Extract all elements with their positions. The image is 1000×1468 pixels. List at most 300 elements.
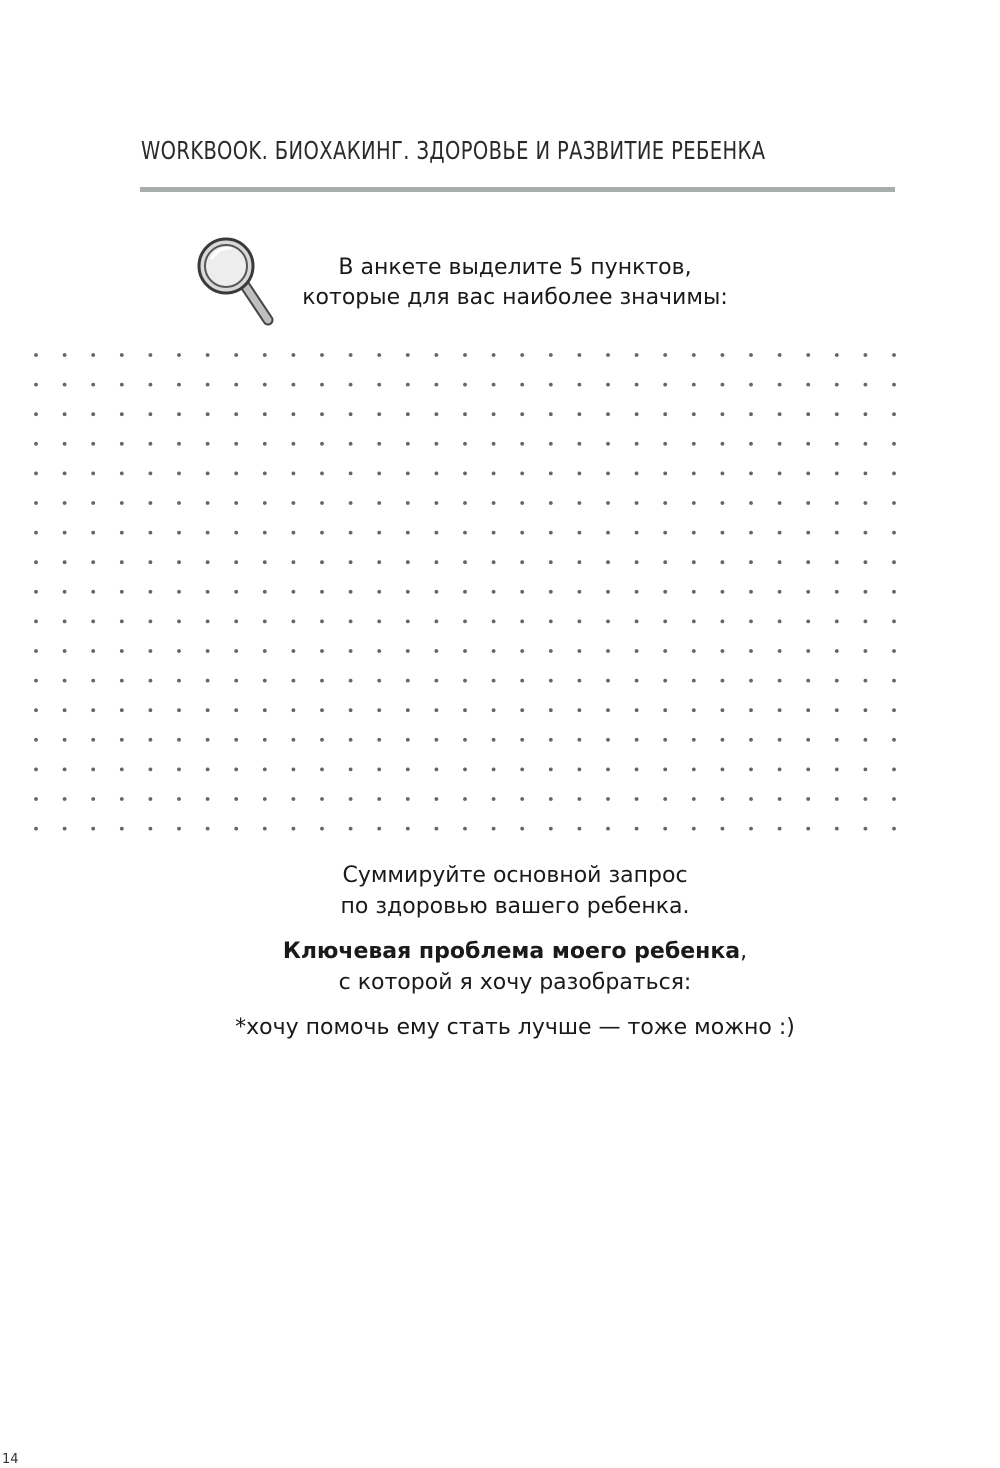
grid-dot <box>349 827 353 831</box>
grid-dot <box>91 590 95 594</box>
grid-dot <box>63 353 67 357</box>
summary-line-1: Суммируйте основной запрос <box>342 863 688 888</box>
key-problem-bold: Ключевая проблема моего ребенка <box>282 939 741 964</box>
grid-dot <box>835 649 839 653</box>
page-number: 14 <box>2 1452 19 1467</box>
grid-dot <box>63 797 67 801</box>
grid-dot <box>864 590 868 594</box>
grid-dot <box>463 827 467 831</box>
grid-dot <box>578 353 582 357</box>
grid-dot <box>549 708 553 712</box>
grid-dot <box>63 620 67 624</box>
grid-dot <box>806 738 810 742</box>
grid-dot <box>549 560 553 564</box>
grid-dot <box>435 353 439 357</box>
grid-dot <box>263 649 267 653</box>
grid-dot <box>234 353 238 357</box>
grid-dot <box>120 738 124 742</box>
grid-dot <box>435 383 439 387</box>
grid-dot <box>492 442 496 446</box>
grid-dot <box>406 412 410 416</box>
grid-dot <box>635 827 639 831</box>
grid-dot <box>692 412 696 416</box>
grid-dot <box>549 679 553 683</box>
grid-dot <box>34 412 38 416</box>
grid-dot <box>34 472 38 476</box>
grid-dot <box>91 708 95 712</box>
grid-dot <box>234 797 238 801</box>
grid-dot <box>177 797 181 801</box>
grid-dot <box>606 797 610 801</box>
grid-dot <box>463 768 467 772</box>
grid-dot <box>292 383 296 387</box>
grid-dot <box>206 797 210 801</box>
grid-dot <box>149 353 153 357</box>
grid-dot <box>263 738 267 742</box>
grid-dot <box>663 679 667 683</box>
grid-dot <box>34 560 38 564</box>
grid-dot <box>320 442 324 446</box>
grid-dot <box>406 797 410 801</box>
grid-dot <box>749 590 753 594</box>
grid-dot <box>578 412 582 416</box>
grid-dot <box>149 501 153 505</box>
grid-dot <box>492 560 496 564</box>
grid-dot <box>549 738 553 742</box>
grid-dot <box>349 590 353 594</box>
grid-dot <box>120 412 124 416</box>
grid-dot <box>635 353 639 357</box>
grid-dot <box>406 560 410 564</box>
grid-dot <box>120 383 124 387</box>
grid-dot <box>406 501 410 505</box>
grid-dot <box>292 442 296 446</box>
grid-dot <box>91 797 95 801</box>
grid-dot <box>749 768 753 772</box>
grid-dot <box>349 560 353 564</box>
grid-dot <box>606 442 610 446</box>
grid-dot <box>320 383 324 387</box>
grid-dot <box>864 827 868 831</box>
grid-dot <box>520 827 524 831</box>
grid-dot <box>463 472 467 476</box>
grid-dot <box>835 590 839 594</box>
grid-dot <box>520 620 524 624</box>
grid-dot <box>320 797 324 801</box>
grid-dot <box>34 649 38 653</box>
grid-dot <box>692 442 696 446</box>
grid-dot <box>320 768 324 772</box>
grid-dot <box>606 472 610 476</box>
grid-dot <box>377 560 381 564</box>
grid-dot <box>234 442 238 446</box>
grid-dot <box>606 560 610 564</box>
grid-dot <box>349 442 353 446</box>
grid-dot <box>749 708 753 712</box>
grid-dot <box>120 768 124 772</box>
grid-dot <box>749 620 753 624</box>
grid-dot <box>435 560 439 564</box>
grid-dot <box>91 768 95 772</box>
instruction-text <box>260 253 770 313</box>
grid-dot <box>835 501 839 505</box>
grid-dot <box>406 708 410 712</box>
grid-dot <box>692 531 696 535</box>
grid-dot <box>320 708 324 712</box>
grid-dot <box>721 827 725 831</box>
grid-dot <box>377 797 381 801</box>
grid-dot <box>835 472 839 476</box>
grid-dot <box>320 620 324 624</box>
grid-dot <box>234 501 238 505</box>
grid-dot <box>435 708 439 712</box>
grid-dot <box>292 353 296 357</box>
grid-dot <box>234 679 238 683</box>
grid-dot <box>749 383 753 387</box>
grid-dot <box>120 501 124 505</box>
grid-dot <box>263 590 267 594</box>
grid-dot <box>749 472 753 476</box>
grid-dot <box>663 412 667 416</box>
grid-dot <box>320 560 324 564</box>
grid-dot <box>864 768 868 772</box>
grid-dot <box>292 531 296 535</box>
grid-dot <box>34 383 38 387</box>
grid-dot <box>864 679 868 683</box>
grid-dot <box>63 531 67 535</box>
grid-dot <box>635 501 639 505</box>
grid-dot <box>835 412 839 416</box>
grid-dot <box>435 738 439 742</box>
grid-dot <box>320 472 324 476</box>
grid-dot <box>377 768 381 772</box>
grid-dot <box>692 383 696 387</box>
grid-dot <box>692 501 696 505</box>
grid-dot <box>377 590 381 594</box>
grid-dot <box>606 827 610 831</box>
grid-dot <box>34 620 38 624</box>
grid-dot <box>149 768 153 772</box>
grid-dot <box>292 797 296 801</box>
grid-dot <box>34 531 38 535</box>
grid-dot <box>749 560 753 564</box>
grid-dot <box>663 560 667 564</box>
grid-dot <box>549 383 553 387</box>
grid-dot <box>806 827 810 831</box>
grid-dot <box>34 797 38 801</box>
grid-dot <box>635 620 639 624</box>
grid-dot <box>206 620 210 624</box>
grid-dot <box>91 827 95 831</box>
grid-dot <box>206 353 210 357</box>
grid-dot <box>292 827 296 831</box>
grid-dot <box>892 620 896 624</box>
grid-dot <box>149 531 153 535</box>
grid-dot <box>663 738 667 742</box>
grid-dot <box>63 501 67 505</box>
key-problem-line-2: с которой я хочу разобраться: <box>338 970 692 995</box>
grid-dot <box>149 472 153 476</box>
grid-dot <box>63 383 67 387</box>
grid-dot <box>606 353 610 357</box>
grid-dot <box>606 738 610 742</box>
grid-dot <box>463 560 467 564</box>
grid-dot <box>120 827 124 831</box>
grid-dot <box>663 472 667 476</box>
grid-dot <box>292 501 296 505</box>
grid-dot <box>206 412 210 416</box>
grid-dot <box>177 649 181 653</box>
grid-dot <box>578 708 582 712</box>
grid-dot <box>549 472 553 476</box>
dot-grid-writing-area[interactable] <box>0 340 1000 840</box>
grid-dot <box>806 472 810 476</box>
grid-dot <box>721 620 725 624</box>
grid-dot <box>892 472 896 476</box>
grid-dot <box>806 412 810 416</box>
grid-dot <box>549 353 553 357</box>
grid-dot <box>492 827 496 831</box>
grid-dot <box>435 531 439 535</box>
footnote-text: *хочу помочь ему стать лучше — тоже можно :) <box>235 1015 795 1040</box>
grid-dot <box>635 383 639 387</box>
grid-dot <box>892 768 896 772</box>
grid-dot <box>463 442 467 446</box>
grid-dot <box>177 472 181 476</box>
grid-dot <box>91 620 95 624</box>
grid-dot <box>635 649 639 653</box>
grid-dot <box>778 827 782 831</box>
grid-dot <box>635 708 639 712</box>
grid-dot <box>663 383 667 387</box>
grid-dot <box>520 560 524 564</box>
key-problem-line-1 <box>200 936 830 967</box>
grid-dot <box>177 768 181 772</box>
grid-dot <box>606 501 610 505</box>
grid-dot <box>292 620 296 624</box>
grid-dot <box>463 738 467 742</box>
grid-dot <box>263 412 267 416</box>
grid-dot <box>663 353 667 357</box>
grid-dot <box>492 531 496 535</box>
grid-dot <box>349 708 353 712</box>
grid-dot <box>520 768 524 772</box>
grid-dot <box>377 472 381 476</box>
grid-dot <box>864 620 868 624</box>
grid-dot <box>406 827 410 831</box>
grid-dot <box>406 620 410 624</box>
grid-dot <box>206 708 210 712</box>
grid-dot <box>520 501 524 505</box>
grid-dot <box>63 442 67 446</box>
grid-dot <box>377 649 381 653</box>
grid-dot <box>692 649 696 653</box>
grid-dot <box>120 560 124 564</box>
grid-dot <box>177 590 181 594</box>
grid-dot <box>435 590 439 594</box>
grid-dot <box>520 738 524 742</box>
grid-dot <box>177 679 181 683</box>
grid-dot <box>34 827 38 831</box>
grid-dot <box>463 797 467 801</box>
grid-dot <box>149 738 153 742</box>
grid-dot <box>177 383 181 387</box>
grid-dot <box>578 442 582 446</box>
grid-dot <box>120 442 124 446</box>
grid-dot <box>663 768 667 772</box>
grid-dot <box>120 708 124 712</box>
grid-dot <box>835 620 839 624</box>
grid-dot <box>263 768 267 772</box>
grid-dot <box>406 738 410 742</box>
grid-dot <box>806 531 810 535</box>
grid-dot <box>435 649 439 653</box>
grid-dot <box>892 353 896 357</box>
grid-dot <box>606 531 610 535</box>
grid-dot <box>149 649 153 653</box>
grid-dot <box>206 531 210 535</box>
grid-dot <box>492 797 496 801</box>
grid-dot <box>778 797 782 801</box>
grid-dot <box>435 679 439 683</box>
grid-dot <box>692 768 696 772</box>
grid-dot <box>435 412 439 416</box>
grid-dot <box>91 560 95 564</box>
grid-dot <box>263 501 267 505</box>
grid-dot <box>349 738 353 742</box>
grid-dot <box>892 827 896 831</box>
grid-dot <box>149 412 153 416</box>
grid-dot <box>578 472 582 476</box>
grid-dot <box>692 590 696 594</box>
grid-dot <box>234 472 238 476</box>
grid-dot <box>835 797 839 801</box>
grid-dot <box>234 708 238 712</box>
grid-dot <box>263 442 267 446</box>
grid-dot <box>778 590 782 594</box>
grid-dot <box>435 472 439 476</box>
grid-dot <box>406 353 410 357</box>
grid-dot <box>91 679 95 683</box>
grid-dot <box>520 649 524 653</box>
grid-dot <box>492 708 496 712</box>
grid-dot <box>435 620 439 624</box>
grid-dot <box>91 412 95 416</box>
grid-dot <box>63 412 67 416</box>
grid-dot <box>234 590 238 594</box>
grid-dot <box>606 768 610 772</box>
grid-dot <box>864 472 868 476</box>
grid-dot <box>749 442 753 446</box>
grid-dot <box>578 501 582 505</box>
grid-dot <box>892 442 896 446</box>
grid-dot <box>263 353 267 357</box>
grid-dot <box>149 679 153 683</box>
grid-dot <box>549 649 553 653</box>
grid-dot <box>806 620 810 624</box>
grid-dot <box>120 531 124 535</box>
grid-dot <box>292 649 296 653</box>
grid-dot <box>349 353 353 357</box>
grid-dot <box>234 738 238 742</box>
grid-dot <box>234 560 238 564</box>
grid-dot <box>549 590 553 594</box>
grid-dot <box>206 590 210 594</box>
grid-dot <box>406 383 410 387</box>
grid-dot <box>549 827 553 831</box>
grid-dot <box>34 738 38 742</box>
grid-dot <box>34 708 38 712</box>
grid-dot <box>778 560 782 564</box>
grid-dot <box>749 827 753 831</box>
grid-dot <box>864 383 868 387</box>
grid-dot <box>463 708 467 712</box>
grid-dot <box>63 590 67 594</box>
grid-dot <box>721 383 725 387</box>
grid-dot <box>406 442 410 446</box>
grid-dot <box>492 768 496 772</box>
grid-dot <box>749 679 753 683</box>
grid-dot <box>206 679 210 683</box>
grid-dot <box>520 412 524 416</box>
grid-dot <box>234 620 238 624</box>
grid-dot <box>149 560 153 564</box>
grid-dot <box>320 679 324 683</box>
grid-dot <box>549 768 553 772</box>
grid-dot <box>492 590 496 594</box>
grid-dot <box>406 590 410 594</box>
grid-dot <box>377 708 381 712</box>
grid-dot <box>234 383 238 387</box>
grid-dot <box>778 472 782 476</box>
grid-dot <box>635 531 639 535</box>
grid-dot <box>263 560 267 564</box>
grid-dot <box>377 353 381 357</box>
grid-dot <box>606 620 610 624</box>
grid-dot <box>492 620 496 624</box>
grid-dot <box>435 442 439 446</box>
grid-dot <box>635 679 639 683</box>
grid-dot <box>520 442 524 446</box>
grid-dot <box>835 442 839 446</box>
grid-dot <box>406 472 410 476</box>
grid-dot <box>206 827 210 831</box>
grid-dot <box>835 679 839 683</box>
grid-dot <box>635 797 639 801</box>
grid-dot <box>549 412 553 416</box>
grid-dot <box>63 738 67 742</box>
grid-dot <box>835 531 839 535</box>
grid-dot <box>263 827 267 831</box>
grid-dot <box>835 353 839 357</box>
grid-dot <box>349 620 353 624</box>
grid-dot <box>721 738 725 742</box>
grid-dot <box>778 738 782 742</box>
grid-dot <box>292 708 296 712</box>
grid-dot <box>377 827 381 831</box>
grid-dot <box>435 768 439 772</box>
grid-dot <box>177 531 181 535</box>
grid-dot <box>177 353 181 357</box>
grid-dot <box>63 827 67 831</box>
grid-dot <box>721 708 725 712</box>
grid-dot <box>635 738 639 742</box>
grid-dot <box>578 649 582 653</box>
grid-dot <box>835 708 839 712</box>
grid-dot <box>806 590 810 594</box>
grid-dot <box>463 531 467 535</box>
grid-dot <box>377 679 381 683</box>
